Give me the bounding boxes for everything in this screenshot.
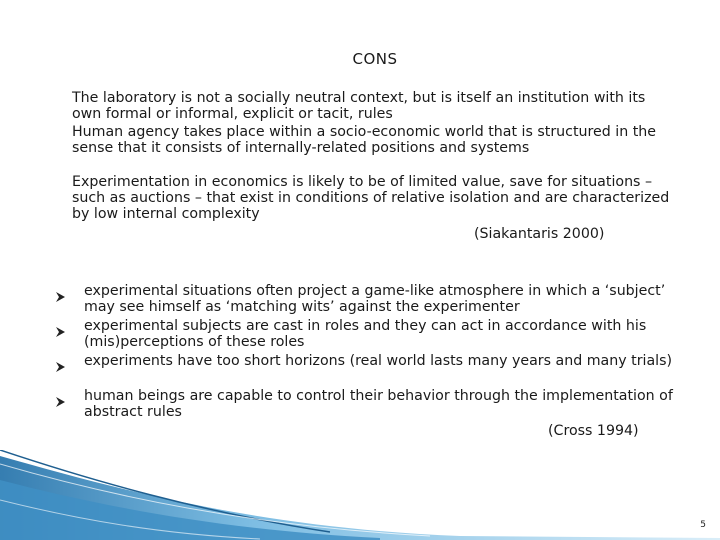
decorative-wave	[0, 450, 720, 540]
slide-title: CONS	[352, 50, 398, 68]
bullet-text: human beings are capable to control their behavior through the implementation of abstract rules	[84, 388, 673, 420]
bullet-text: experiments have too short horizons (real world lasts many years and many trials)	[84, 353, 673, 369]
arrowhead-bullet-icon	[55, 393, 67, 405]
bullet-text: experimental subjects are cast in roles and they can act in accordance with his (mis)perceptions of these roles	[84, 318, 647, 350]
bullet-text: experimental situations often project a game-like atmosphere in which a ‘subject’ may see himself as ‘matching wits’ against the experimenter	[84, 283, 666, 315]
citation-cross: (Cross 1994)	[548, 423, 639, 439]
slide-number: 5	[700, 520, 706, 530]
intro-paragraph-3: Experimentation in economics is likely to be of limited value, save for situations – such as auctions – that exist in conditions of relative isolation and are characterized by low internal complexity	[72, 174, 670, 222]
intro-paragraph-1: The laboratory is not a socially neutral context, but is itself an institution with its own formal or informal, explicit or tacit, rules	[72, 90, 646, 122]
intro-paragraph-2: Human agency takes place within a socio-economic world that is structured in the sense that it consists of internally-related positions and systems	[72, 124, 657, 156]
citation-siakantaris: (Siakantaris 2000)	[474, 226, 605, 242]
arrowhead-bullet-icon	[55, 288, 67, 300]
arrowhead-bullet-icon	[55, 323, 67, 335]
arrowhead-bullet-icon	[55, 358, 67, 370]
